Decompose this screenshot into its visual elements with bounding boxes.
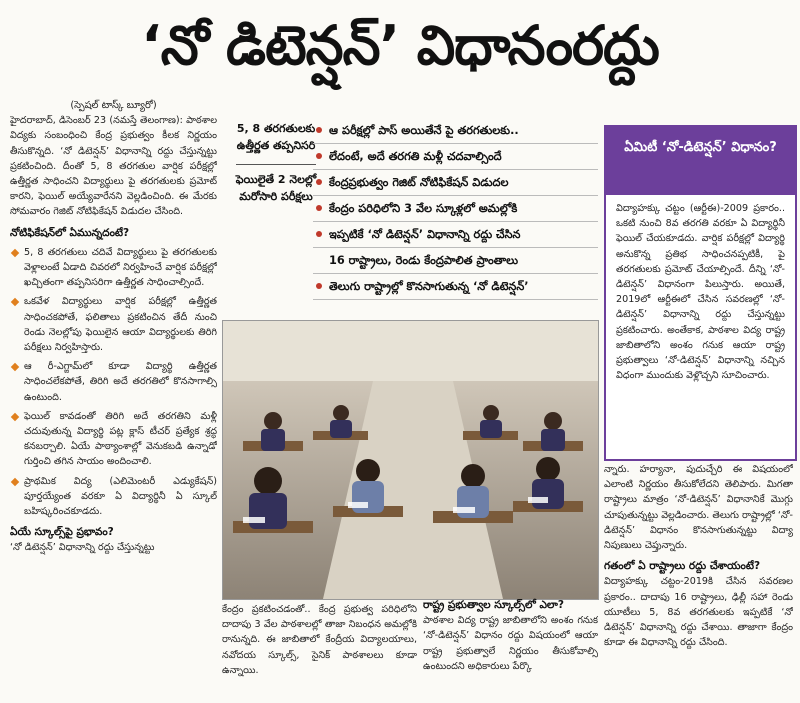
- sidebox-paragraph: విద్యాహక్కు చట్టం (ఆర్టీఈ)-2009 ప్రకారం.. ఒకటి నుంచి 8వ తరగతి వరకూ ఏ విద్యార్థినీ ఫెయిల్ చేయకూడదు. వార్షిక పరీక్షల్లో విద్యార్థి అనుకొన్న ప్రతిభ సాధించనప్పటికీ, పై తరగతులకు ప్రమోట్ చేయాల్సిందే. దీన్ని ‘నో-డిటెన్షన్’ విధానంగా పిలుస్తారు. అయితే, 2019లో ఆర్టీఈలో చేసిన సవరణల్లో ‘నో-డిటెన్షన్’ విధానాన్ని రద్దు చేస్తున్నట్టు ప్రకటించారు. అంతేకాక, పాఠశాల విద్య రాష్ట్ర జాబితాలోని అంశం గనుక ఆయా రాష్ట్ర ప్రభుత్వాలు ‘నో-డిటెన్షన్’ విధానాన్ని నచ్చిన విధంగా ముందుకు వెళ్లొచ్చని సూచించారు.: [616, 203, 785, 382]
- highlight-item: తెలుగు రాష్ట్రాల్లో కొనసాగుతున్న ‘నో డిటెన్షన్’: [313, 274, 598, 300]
- highlight-item: ఆ పరీక్షల్లో పాస్ అయితేనే పై తరగతులకు..: [313, 118, 598, 144]
- right-paragraph-2: విద్యాహక్కు చట్టం-2019కి చేసిన సవరణల ప్రకారం.. దాదాపు 16 రాష్ట్రాలు, ఢిల్లీ సహా రెండు యూటీలు 5, 8వ తరగతులకు ఇప్పటికే ‘నో డిటెన్షన్’ విధానాన్ని రద్దు చేశాయి. తాజాగా కేంద్రం కూడా ఈ విధానాన్ని రద్దు చేసింది.: [604, 576, 793, 649]
- subhead-schools-impact: ఏయే స్కూల్స్‌పై ప్రభావం?: [10, 526, 114, 539]
- bullet-item: 5, 8 తరగతులు చదివే విద్యార్థులు పై తరగతులకు వెళ్లాలంటే ఏడాది చివరలో నిర్వహించే వార్షిక పరీక్షల్లో ఖచ్చితంగా తప్పనిసరిగా ఉత్తీర్ణత సాధించాల్సిందే.: [10, 245, 217, 291]
- bullet-item: ప్రాథమిక విద్య (ఎలిమెంటరీ ఎడ్యుకేషన్) పూర్తయ్యేంత వరకూ ఏ విద్యార్థినీ ఏ స్కూల్ బహిష్కరించకూడదు.: [10, 474, 217, 520]
- exam-hall-photo: [222, 320, 599, 600]
- notification-bullets: [10, 245, 217, 519]
- right-paragraph-1: న్నారు. హర్యానా, పుదుచ్చేరి ఈ విషయంలో ఎలాంటి నిర్ణయం తీసుకోలేదని తెలిపారు. మిగతా రాష్ట్రాలు మాత్రం ‘నో-డిటెన్షన్’ విధానానికే మొగ్గు చూపుతున్నట్టు వెల్లడించారు. తెలుగు రాష్ట్రాల్లో ‘నో-డిటెన్షన్’ విధానం కొనసాగుతున్నట్టు విద్యా నిపుణులు చెప్తున్నారు.: [604, 464, 793, 552]
- highlights-list: [313, 118, 598, 300]
- highlight-item: లేదంటే, అదే తరగతి మళ్లీ చదవాల్సిందే: [313, 144, 598, 170]
- fact-pass-mandatory: 5, 8 తరగతులకు ఉత్తీర్ణత తప్పనిసరి: [236, 122, 316, 152]
- byline: (స్పెషల్ టాస్క్ బ్యూరో): [70, 100, 157, 111]
- highlight-item: 16 రాష్ట్రాలు, రెండు కేంద్రపాలిత ప్రాంతాలు: [313, 248, 598, 274]
- right-column: [604, 462, 793, 698]
- left-outro: ‘నో డిటెన్షన్’ విధానాన్ని రద్దు చేస్తున్నట్టు: [10, 542, 155, 554]
- highlight-item: కేంద్రప్రభుత్వం గెజిట్ నోటిఫికేషన్ విడుదల: [313, 170, 598, 196]
- fact-re-exam: ఫెయిలైతే 2 నెలల్లో మరోసారి పరీక్షలు: [235, 173, 317, 203]
- fact-panel: [226, 120, 326, 215]
- sidebox-heading: ఏమిటీ ‘నో-డిటెన్షన్’ విధానం?: [606, 127, 795, 195]
- fact-divider: [236, 164, 316, 165]
- sidebox-body: [606, 195, 795, 389]
- highlight-item: ఇప్పటికే ‘నో డిటెన్షన్’ విధానాన్ని రద్దు చేసిన: [313, 222, 598, 248]
- bullet-item: ఆ రీ-ఎగ్జామ్‌లో కూడా విద్యార్థి ఉత్తీర్ణత సాధించలేకపోతే, తిరిగి అదే తరగతిలో కొనసాగాల్సి ఉంటుంది.: [10, 359, 217, 405]
- what-is-no-detention-box: [604, 125, 797, 461]
- bottom-column-a: [222, 602, 417, 700]
- bottom-paragraph-a: కేంద్రం ప్రకటించడంతో.. కేంద్ర ప్రభుత్వ పరిధిలోని దాదాపు 3 వేల పాఠశాలల్లో తాజా నిబంధన అమల్లోకి రానున్నది. ఈ జాబితాలో కేంద్రీయ విద్యాలయాలు, నవోదయ స్కూల్స్, సైనిక్ పాఠశాలలు కూడా ఉన్నాయి.: [222, 604, 417, 676]
- exam-hall-illustration: [223, 321, 598, 599]
- headline: ‘నో డిటెన్షన్’ విధానంరద్దు: [141, 14, 659, 77]
- bullet-item: ఫెయిల్ కావడంతో తిరిగి అదే తరగతిని మళ్లీ చదువుతున్న విద్యార్థి పట్ల క్లాస్ టీచర్ ప్రత్యేక శ్రద్ధ కనబర్చాలి. ఏయే పాఠ్యాంశాల్లో వెనుకబడి ఉన్నాడో గుర్తించి తగిన సాయం అందించాలి.: [10, 409, 217, 470]
- bottom-column-b: [423, 598, 598, 700]
- left-column: [10, 98, 217, 698]
- bottom-paragraph-b: పాఠశాల విద్య రాష్ట్ర జాబితాలోని అంశం గనుక ‘నో-డిటెన్షన్’ విధానం రద్దు విషయంలో ఆయా రాష్ట్ర ప్రభుత్వాలే నిర్ణయం తీసుకోవాల్సి ఉంటుందని అధికారులు పేర్కొ: [423, 615, 598, 672]
- highlight-item: కేంద్రం పరిధిలోని 3 వేల స్కూళ్లలో అమల్లోకి: [313, 196, 598, 222]
- subhead-state-schools: రాష్ట్ర ప్రభుత్వాల స్కూల్స్‌లో ఎలా?: [423, 599, 564, 611]
- bullet-item: ఒకవేళ విద్యార్థులు వార్షిక పరీక్షల్లో ఉత్తీర్ణత సాధించకపోతే, ఫలితాలు ప్రకటించిన తేదీ నుంచి రెండు నెలల్లోపు ఫెయిలైన ఆయా విద్యార్థులకు తిరిగి పరీక్షలు నిర్వహిస్తారు.: [10, 294, 217, 355]
- subhead-notification: నోటిఫికేషన్‌లో ఏమున్నదంటే?: [10, 226, 130, 239]
- intro-paragraph: హైదరాబాద్, డిసెంబర్ 23 (నమస్తే తెలంగాణ): పాఠశాల విద్యకు సంబంధించి కేంద్ర ప్రభుత్వం కీలక నిర్ణయం తీసుకొన్నది. ‘నో డిటెన్షన్’ విధానాన్ని రద్దు చేస్తున్నట్టు ప్రకటించింది. దీంతో 5, 8 తరగతుల వార్షిక పరీక్షల్లో ఉత్తీర్ణత సాధించని విద్యార్థులు పై తరగతులకు ప్రమోట్ కారని, ఫెయిల్ అయ్యేవారేనని వెల్లడించింది. ఈ మేరకు సోమవారం గెజిట్ నోటిఫికేషన్ విడుదల చేసింది.: [10, 115, 217, 218]
- subhead-past-states: గతంలో ఏ రాష్ట్రాలు రద్దు చేశాయంటే?: [604, 560, 761, 573]
